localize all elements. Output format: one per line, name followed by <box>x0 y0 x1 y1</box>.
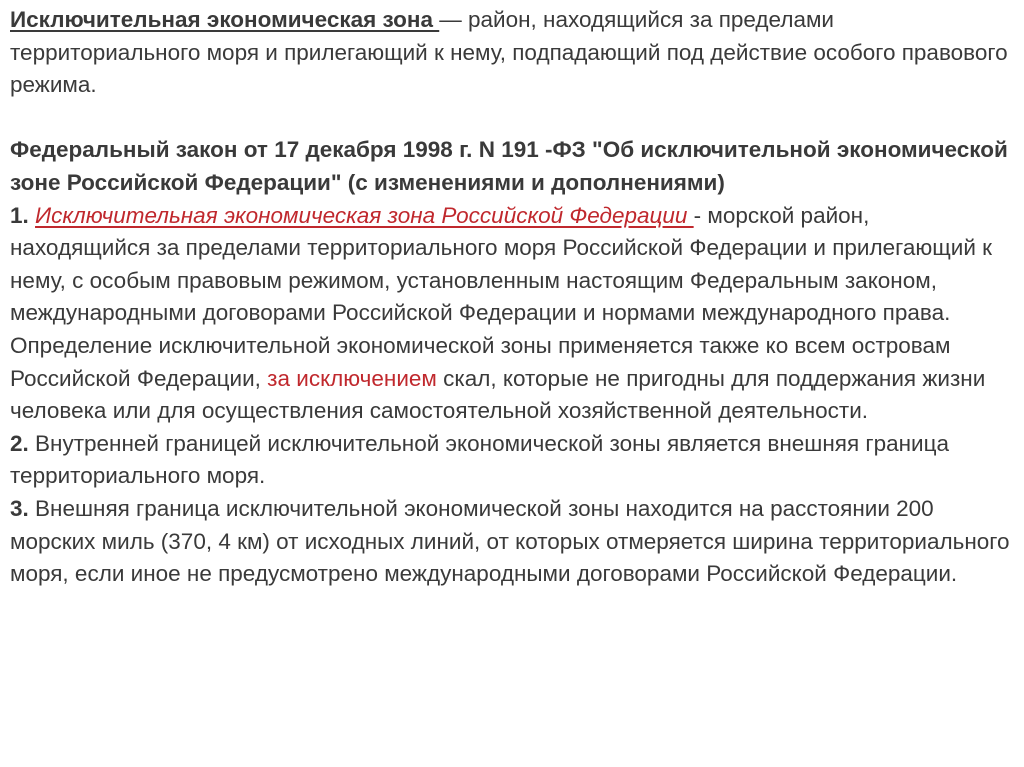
islands-highlight: за исключением <box>267 365 437 391</box>
item-text: Внешняя граница исключительной экономической зоны находится на расстоянии 200 морских миль (370, 4 км) от исходных линий, от которых отмеряется ширина территориального моря, если иное не предусмотрено международными договорами Российской Федерации. <box>10 495 1010 587</box>
slide-content <box>10 4 1014 591</box>
article-item-3 <box>10 493 1014 591</box>
definition-text: — район, находящийся за пределами территориального моря и прилегающий к нему, подпадающий под действие особого правового режима. <box>10 7 1008 98</box>
article-item-2 <box>10 428 1014 493</box>
item-number: 3. <box>10 495 29 521</box>
paragraph-gap <box>10 102 1014 135</box>
islands-paragraph <box>10 330 1014 428</box>
item-text: Внутренней границей исключительной экономической зоны является внешняя граница территориального моря. <box>10 430 950 489</box>
islands-text-after: скал, которые не пригодны для поддержания жизни человека или для осуществления самостоятельной хозяйственной деятельности. <box>10 365 986 424</box>
article-item-1 <box>10 200 1014 330</box>
item-term-link[interactable]: Исключительная экономическая зона Российской Федерации <box>35 202 694 228</box>
definition-paragraph <box>10 4 1014 102</box>
item-text: - морской район, находящийся за пределами территориального моря Российской Федерации и прилегающий к нему, с особым правовым режимом, установленным настоящим Федеральным законом, международными договорами Российской Федерации и нормами международного права. <box>10 202 992 326</box>
item-number: 2. <box>10 430 29 456</box>
definition-term: Исключительная экономическая зона <box>10 7 440 32</box>
item-number: 1. <box>10 202 29 228</box>
islands-text-before: Определение исключительной экономической зоны применяется также ко всем островам Российской Федерации, <box>10 332 951 391</box>
law-title: Федеральный закон от 17 декабря 1998 г. N 191 -ФЗ "Об исключительной экономической зоне Российской Федерации" (с изменениями и дополнениями) <box>10 137 1008 195</box>
